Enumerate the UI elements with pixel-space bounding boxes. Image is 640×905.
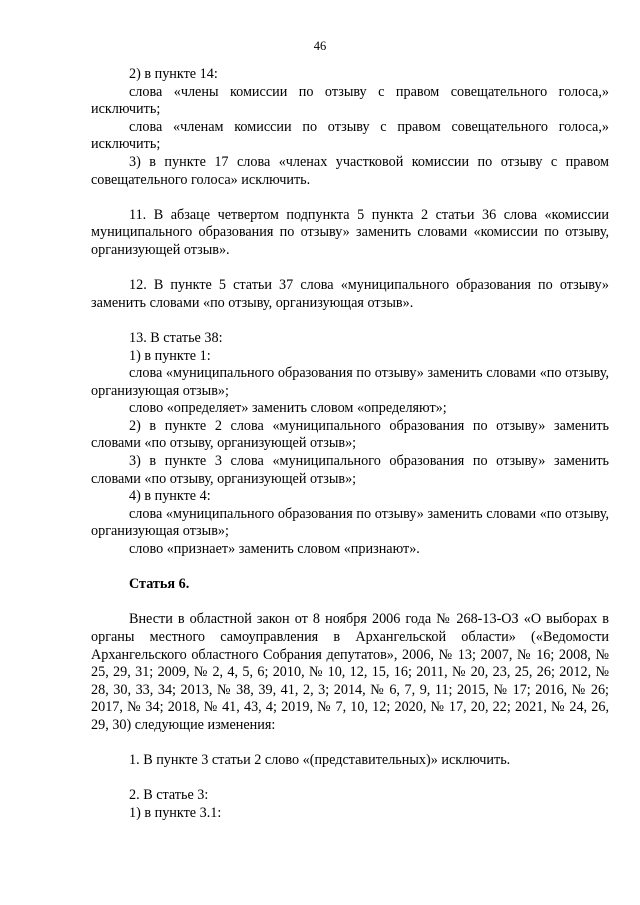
paragraph: 1) в пункте 3.1: <box>129 804 222 821</box>
paragraph: слова «члены комиссии по отзыву с правом совещательного голоса,» исключить; <box>91 83 609 118</box>
paragraph: 12. В пункте 5 статьи 37 слова «муниципального образования по отзыву» заменить словами «по отзыву, организующая отзыв». <box>91 277 609 311</box>
paragraph: 1. В пункте 3 статьи 2 слово «(представительных)» исключить. <box>129 752 511 769</box>
paragraph: 1) в пункте 1: <box>129 347 211 364</box>
paragraph: 13. В статье 38: <box>129 329 223 346</box>
paragraph: 3) в пункте 3 слова «муниципального образования по отзыву» заменить словами «по отзыву, организующей отзыв»; <box>91 453 609 487</box>
document-body <box>91 66 609 823</box>
paragraph: слова «муниципального образования по отзыву» заменить словами «по отзыву, организующая отзыв»; <box>91 365 609 399</box>
paragraph: 3) в пункте 17 слова «членах участковой комиссии по отзыву с правом совещательного голоса» исключить. <box>91 153 609 188</box>
paragraph: 11. В абзаце четвертом подпункта 5 пункта 2 статьи 36 слова «комиссии муниципального образования по отзыву» заменить словами «комиссии по отзыву, организующей отзыв». <box>91 206 609 258</box>
paragraph: слово «признает» заменить словом «признают». <box>129 541 420 558</box>
paragraph: Внести в областной закон от 8 ноября 2006 года № 268-13-ОЗ «О выборах в органы местного самоуправления в Архангельской области» («Ведомости Архангельского областного Собрания депутатов», 2006, № 13; 2007, № 16; 2008, № 25, 29, 31; 2009, № 2, 4, 5, 6; 2010, № 10, 12, 15, 16; 2011, № 20, 23, 25, 26; 2012, № 28, 30, 33, 34; 2013, № 38, 39, 41, 2, 3; 2014, № 6, 7, 9, 11; 2015, № 17; 2016, № 26; 2017, № 34; 2018, № 41, 43, 4; 2019, № 7, 10, 12; 2020, № 17, 20, 22; 2021, № 24, 26, 29, 30) следующие изменения: <box>91 611 609 733</box>
article-heading: Статья 6. <box>129 576 190 593</box>
paragraph: 2. В статье 3: <box>129 787 209 804</box>
paragraph: слово «определяет» заменить словом «определяют»; <box>129 400 447 417</box>
page-number: 46 <box>313 39 327 53</box>
paragraph: 4) в пункте 4: <box>129 488 211 505</box>
paragraph: слова «муниципального образования по отзыву» заменить словами «по отзыву, организующая отзыв»; <box>91 505 609 540</box>
paragraph: 2) в пункте 14: <box>129 66 218 82</box>
paragraph: 2) в пункте 2 слова «муниципального образования по отзыву» заменить словами «по отзыву, организующей отзыв»; <box>91 417 609 452</box>
paragraph: слова «членам комиссии по отзыву с правом совещательного голоса,» исключить; <box>91 118 609 153</box>
